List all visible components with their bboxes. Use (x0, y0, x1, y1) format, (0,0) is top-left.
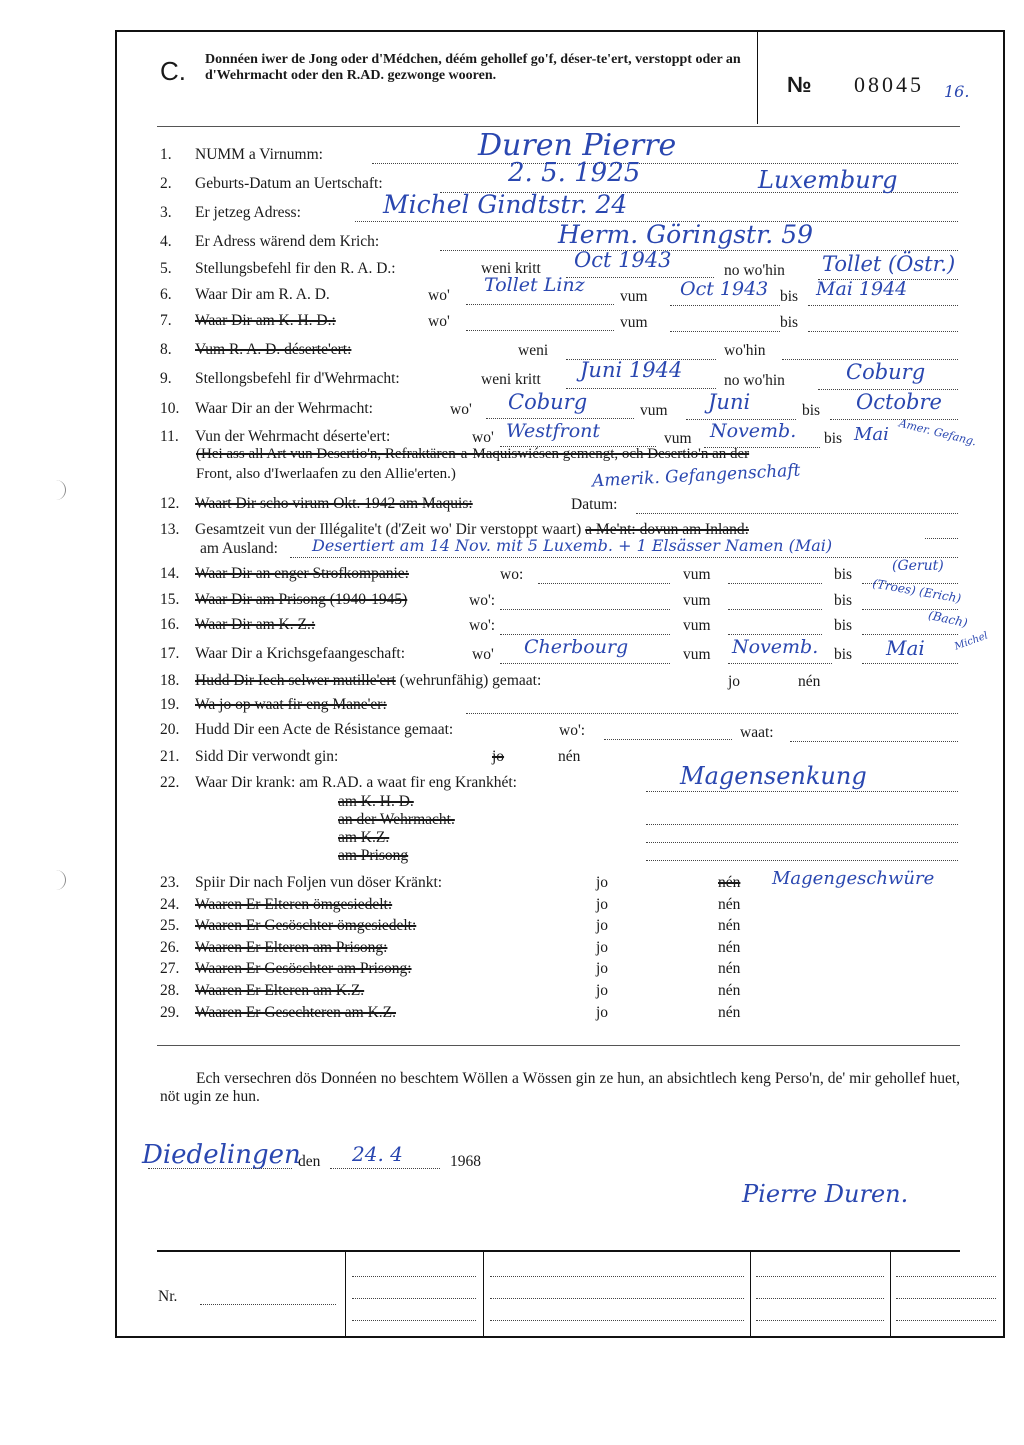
rad-from-value[interactable]: Oct 1943 (680, 278, 769, 300)
punch-hole-mark (55, 870, 66, 890)
rad-to-value[interactable]: Mai 1944 (816, 278, 908, 300)
footer-field[interactable] (490, 1320, 744, 1321)
field-line (466, 713, 958, 714)
nr-field[interactable] (200, 1304, 336, 1305)
field-line (646, 860, 958, 861)
bis-label: bis (780, 288, 799, 305)
field-line (372, 163, 958, 164)
field-line (440, 250, 958, 251)
wo-label: wo' (472, 429, 494, 446)
illness-wehrmacht-label: an der Wehrmacht. (338, 811, 455, 828)
row-8-where-label: wo'hin (724, 342, 766, 359)
jo-option[interactable]: jo (596, 982, 609, 999)
nen-option[interactable]: nén (718, 960, 741, 977)
after-effects-value[interactable]: Magengeschwüre (772, 868, 935, 889)
field-line (830, 419, 958, 420)
field-line (646, 791, 958, 792)
field-line (466, 330, 614, 331)
field-line (486, 418, 634, 419)
desertion-from-value[interactable]: Novemb. (710, 420, 797, 442)
nen-option[interactable]: nén (718, 982, 741, 999)
wo-label: wo' (428, 313, 450, 330)
footer-divider (890, 1250, 891, 1336)
bis-label: bis (834, 592, 853, 609)
bis-label: bis (834, 617, 853, 634)
row-1: 1. NUMM a Virnumm: (160, 146, 323, 163)
bis-label: bis (824, 430, 843, 447)
nen-option[interactable]: nén (718, 896, 741, 913)
field-line (808, 305, 958, 306)
vum-label: vum (640, 402, 668, 419)
illness-kz-label: am K.Z. (338, 829, 390, 846)
row-2: 2. Geburts-Datum an Uertschaft: (160, 175, 383, 192)
jo-option[interactable]: jo (596, 917, 609, 934)
jo-option[interactable]: jo (596, 1004, 609, 1021)
footer-field[interactable] (352, 1276, 476, 1277)
row-9-when-label: weni kritt (481, 371, 541, 388)
row-18: 18. Hudd Dir Iech selwer mutille'ert (wehrunfähig) gemaat: (160, 672, 542, 689)
name-value[interactable]: Duren Pierre (478, 128, 677, 163)
row-11-note-2: Front, also d'Iwerlaafen zu den Allie'erten.) (196, 466, 456, 482)
row-10: 10. Waar Dir an der Wehrmacht: (160, 400, 373, 417)
number-label: № (787, 72, 812, 97)
waat-label: waat: (740, 724, 774, 741)
field-line (330, 1168, 440, 1169)
signing-date[interactable]: 24. 4 (352, 1142, 403, 1166)
footer-divider (750, 1250, 751, 1336)
row-9-where-label: no wo'hin (724, 372, 785, 389)
jo-option[interactable]: jo (492, 748, 505, 765)
pow-to-value[interactable]: Mai (886, 636, 925, 660)
wehrmacht-from-value[interactable]: Juni (708, 390, 751, 414)
row-6: 6. Waar Dir am R. A. D. (160, 286, 330, 303)
bis-label: bis (780, 314, 799, 331)
field-line (566, 388, 716, 389)
current-address-value[interactable]: Michel Gindtstr. 24 (383, 190, 628, 219)
pow-from-value[interactable]: Novemb. (732, 636, 819, 658)
section-rule (157, 1045, 960, 1046)
wo-label: wo': (559, 722, 586, 739)
footer-field[interactable] (756, 1320, 884, 1321)
row-15-side-note: (Troes) (Erich) (871, 576, 963, 606)
birth-place-value[interactable]: Luxemburg (758, 166, 898, 194)
row-5-when-label: weni kritt (481, 260, 541, 277)
form-number: 08045 (854, 72, 924, 97)
vum-label: vum (620, 314, 648, 331)
field-line (500, 609, 670, 610)
den-label: den (298, 1153, 321, 1170)
footer-field[interactable] (352, 1320, 476, 1321)
wo-label: wo': (469, 617, 496, 634)
row-7: 7. Waar Dir am K. H. D.: (160, 312, 336, 329)
row-13: 13. Gesamtzeit vun der Illégalite't (d'Zeit wo' Dir verstoppt waart) a Me'nt: dovun am Inland: (160, 521, 749, 538)
pow-where-value[interactable]: Cherbourg (524, 636, 629, 658)
wo-label: wo: (500, 566, 524, 583)
field-line (670, 305, 780, 306)
datum-label: Datum: (571, 496, 618, 513)
war-address-value[interactable]: Herm. Göringstr. 59 (558, 220, 814, 249)
field-line (728, 609, 822, 610)
jo-option[interactable]: jo (596, 896, 609, 913)
row-11: 11. Vun der Wehrmacht déserte'ert: (160, 428, 391, 445)
footer-field[interactable] (756, 1276, 884, 1277)
row-8-when-label: weni (518, 342, 549, 359)
wehrmacht-to-value[interactable]: Octobre (856, 390, 942, 414)
vum-label: vum (664, 430, 692, 447)
wehrmacht-order-date[interactable]: Juni 1944 (580, 358, 683, 382)
row-9: 9. Stellongsbefehl fir d'Wehrmacht: (160, 370, 400, 387)
row-5-where-label: no wo'hin (724, 262, 785, 279)
footer-field[interactable] (490, 1298, 744, 1299)
row-19: 19. Wa jo op waat fir eng Mane'er: (160, 696, 387, 713)
field-line (646, 824, 958, 825)
row-16-side-note: (Bach) (926, 608, 969, 630)
row-20: 20. Hudd Dir een Acte de Résistance gemaat: (160, 721, 454, 738)
rad-where-value[interactable]: Tollet Linz (484, 274, 585, 296)
nen-option[interactable]: nén (718, 917, 741, 934)
jo-option[interactable]: jo (728, 673, 741, 690)
field-line (538, 583, 670, 584)
vum-label: vum (683, 617, 711, 634)
footer-field[interactable] (490, 1276, 744, 1277)
field-line (646, 842, 958, 843)
wo-label: wo' (428, 287, 450, 304)
row-22: 22. Waar Dir krank: am R.AD. a waat fir eng Krankhét: (160, 774, 517, 791)
nen-option[interactable]: nén (558, 748, 581, 765)
footer-divider (345, 1250, 346, 1336)
wo-label: wo': (469, 592, 496, 609)
desertion-where-value[interactable]: Westfront (506, 420, 601, 442)
declaration-text: Ech versechren dös Donnéen no beschtem Wöllen a Wössen gin ze hun, an absichtlech keng Perso'n, de' mir gehollef huet, nöt ugin ze hun. (160, 1070, 960, 1105)
vum-label: vum (683, 592, 711, 609)
jo-option[interactable]: jo (596, 874, 609, 891)
field-line (808, 331, 958, 332)
vum-label: vum (683, 566, 711, 583)
row-26: 26. Waaren Er Elteren am Prisong: (160, 939, 388, 956)
wo-label: wo' (472, 646, 494, 663)
bis-label: bis (834, 646, 853, 663)
field-line (862, 663, 958, 664)
nen-option[interactable]: nén (718, 874, 741, 891)
vum-label: vum (620, 288, 648, 305)
row-14-side-note: (Gerut) (892, 558, 944, 574)
footer-field[interactable] (896, 1298, 996, 1299)
vum-label: vum (683, 646, 711, 663)
nen-option[interactable]: nén (718, 1004, 741, 1021)
desertion-to-value[interactable]: Mai (854, 424, 889, 445)
signing-place[interactable]: Diedelingen (142, 1140, 301, 1170)
row-8: 8. Vum R. A. D. déserte'ert: (160, 341, 352, 358)
footer-divider (483, 1250, 484, 1336)
field-line (862, 609, 958, 610)
field-line (728, 583, 822, 584)
header-divider (757, 32, 758, 124)
row-28: 28. Waaren Er Elteren am K.Z. (160, 982, 365, 999)
row-15: 15. Waar Dir am Prisong (1940-1945) (160, 591, 408, 608)
bis-label: bis (802, 402, 821, 419)
illness-value[interactable]: Magensenkung (680, 762, 867, 790)
footer-field[interactable] (352, 1298, 476, 1299)
row-24: 24. Waaren Er Elteren ömgesiedelt: (160, 896, 393, 913)
desertion-note-value[interactable]: Amerik. Gefangenschaft (591, 460, 801, 492)
row-29: 29. Waaren Er Gesechteren am K.Z. (160, 1004, 397, 1021)
row-17: 17. Waar Dir a Krichsgefaangeschaft: (160, 645, 406, 662)
row-4: 4. Er Adress wärend dem Krich: (160, 233, 380, 250)
field-line (148, 1168, 292, 1169)
illness-khd-label: am K. H. D. (338, 793, 414, 810)
field-line (790, 741, 958, 742)
wehrmacht-where-value[interactable]: Coburg (508, 390, 588, 414)
field-line (728, 634, 822, 635)
row-25: 25. Waaren Er Gesöschter ömgesiedelt: (160, 917, 417, 934)
field-line (604, 739, 732, 740)
field-line (670, 331, 780, 332)
nen-option[interactable]: nén (718, 939, 741, 956)
row-5: 5. Stellungsbefehl fir den R. A. D.: (160, 260, 396, 277)
jo-option[interactable]: jo (596, 939, 609, 956)
field-line (862, 634, 958, 635)
nr-label: Nr. (158, 1288, 178, 1305)
rad-order-date[interactable]: Oct 1943 (574, 248, 672, 272)
field-line (466, 304, 614, 305)
row-12: 12. Waart Dir scho virum Okt. 1942 am Maquis: (160, 495, 473, 512)
punch-hole-mark (55, 480, 66, 500)
row-21: 21. Sidd Dir verwondt gin: (160, 748, 339, 765)
desertion-side-note: Amer. Gefang. (897, 416, 978, 449)
nen-option[interactable]: nén (798, 673, 821, 690)
header-title: Donnéen iwer de Jong oder d'Médchen, déém gehollef go'f, déser-te'ert, verstoppt oder an d'Wehrmacht oder den R.AD. gezwonge wooren. (205, 52, 741, 83)
wo-label: wo' (450, 401, 472, 418)
field-line (728, 663, 832, 664)
margin-note: 16. (944, 82, 970, 101)
row-17-side-note: Michel (953, 630, 990, 653)
footer-field[interactable] (896, 1276, 996, 1277)
footer-field[interactable] (896, 1320, 996, 1321)
bis-label: bis (834, 566, 853, 583)
footer-field[interactable] (756, 1298, 884, 1299)
row-23: 23. Spiir Dir nach Foljen vun döser Kränkt: (160, 874, 443, 891)
row-27: 27. Waaren Er Gesöschter am Prisong: (160, 960, 412, 977)
row-14: 14. Waar Dir an enger Strofkompanie: (160, 565, 409, 582)
illness-prisong-label: am Prisong (338, 847, 409, 864)
row-11-note-1: (Hei ass all Art vun Desertio'n, Refraktären-a-Maquiswiésen gemengt, och Desertio'n an der (196, 446, 750, 462)
field-line (290, 557, 958, 558)
field-line (500, 634, 670, 635)
signature[interactable]: Pierre Duren. (742, 1180, 909, 1208)
row-16: 16. Waar Dir am K. Z.: (160, 616, 316, 633)
field-line (925, 538, 958, 539)
rad-order-place[interactable]: Tollet (Östr.) (822, 252, 956, 276)
field-line (500, 663, 670, 664)
wehrmacht-order-place[interactable]: Coburg (846, 360, 926, 384)
field-line (636, 513, 958, 514)
footer-top-rule (157, 1250, 960, 1252)
birth-date-value[interactable]: 2. 5. 1925 (508, 158, 641, 188)
header-rule (157, 126, 960, 127)
illegality-abroad-value[interactable]: Desertiert am 14 Nov. mit 5 Luxemb. + 1 Elsässer Namen (Mai) (312, 536, 833, 555)
section-letter: C. (160, 56, 186, 86)
signing-year: 1968 (450, 1153, 481, 1170)
row-13-abroad-label: am Ausland: (200, 540, 278, 557)
row-3: 3. Er jetzeg Adress: (160, 204, 301, 221)
jo-option[interactable]: jo (596, 960, 609, 977)
